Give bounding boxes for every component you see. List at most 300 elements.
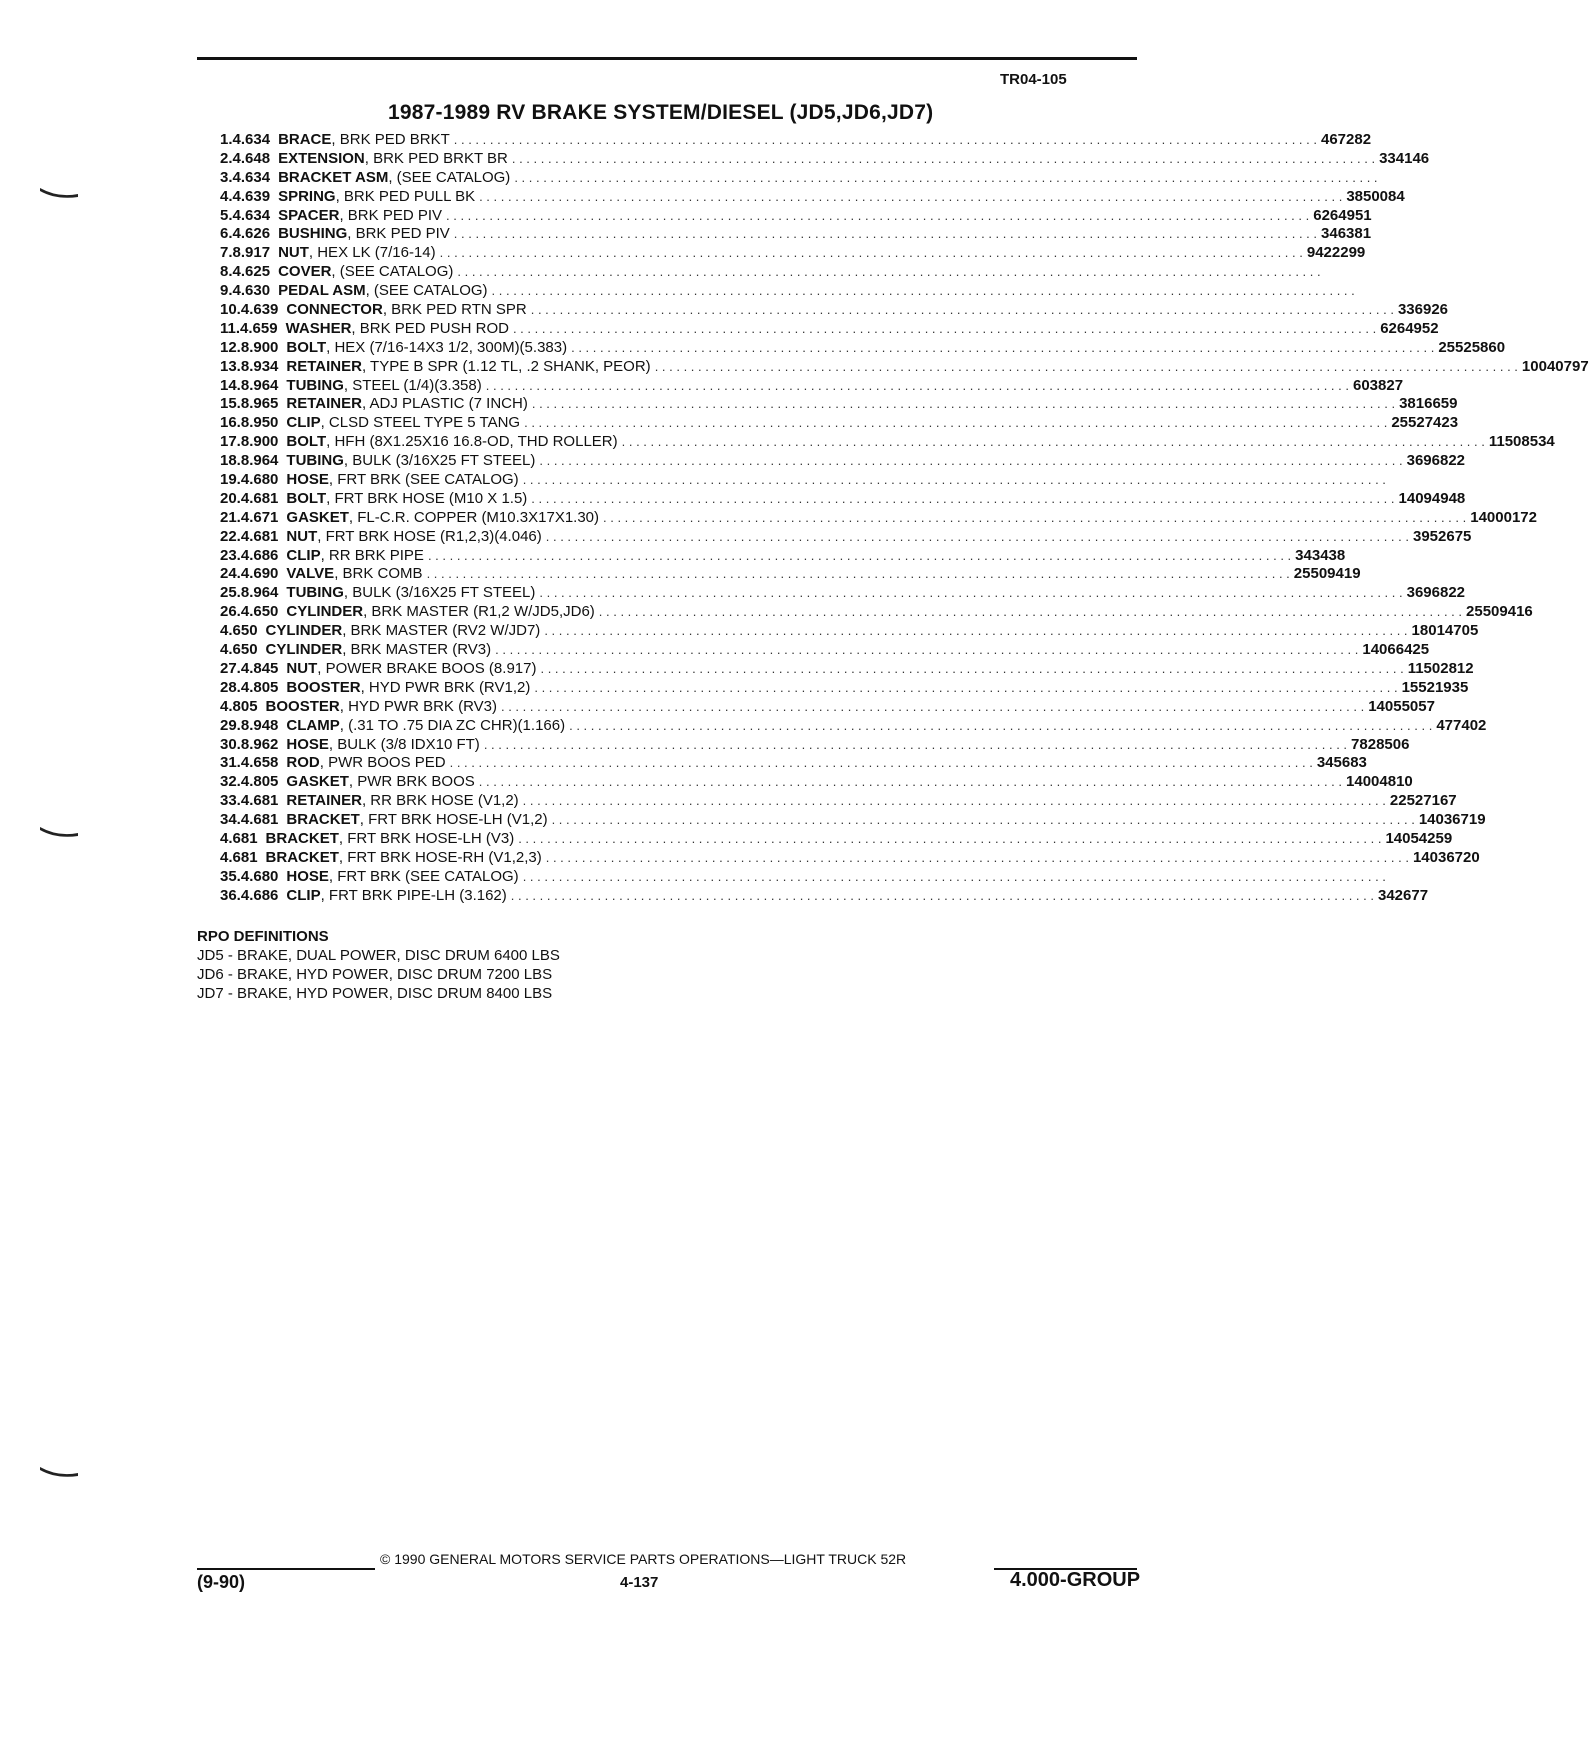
part-name: HOSE: [286, 735, 329, 753]
part-detail: , BRK MASTER (RV3): [342, 641, 492, 659]
part-row: [220, 489, 1466, 509]
item-number: 18.: [220, 452, 241, 470]
copyright-notice: © 1990 GENERAL MOTORS SERVICE PARTS OPERATIONS—LIGHT TRUCK 52R: [380, 1551, 907, 1567]
part-number: 7828506: [1351, 735, 1410, 753]
item-number: 13.: [220, 357, 241, 375]
part-description: [278, 207, 442, 226]
part-description: [278, 282, 487, 301]
part-description: [278, 150, 508, 169]
section-number: 4.650: [240, 603, 279, 621]
part-number: 25527423: [1391, 414, 1459, 432]
part-number: 3850084: [1346, 187, 1405, 205]
part-row: [220, 565, 1361, 584]
item-number: 24.: [220, 565, 241, 583]
section-number: 4.648: [232, 149, 271, 167]
part-name: CYLINDER: [265, 641, 343, 659]
part-description: [286, 377, 481, 396]
item-number: 12.: [220, 338, 241, 356]
part-number: 11508534: [1488, 433, 1555, 451]
part-description: [266, 622, 541, 641]
part-name: BUSHING: [278, 225, 348, 243]
part-row: [220, 754, 1367, 773]
part-row: [220, 811, 1486, 830]
section-number: 4.686: [240, 886, 279, 904]
part-detail: , HFH (8X1.25X16 16.8-OD, THD ROLLER): [326, 433, 618, 451]
part-detail: , FRT BRK (SEE CATALOG): [328, 471, 519, 489]
item-number: 17.: [220, 433, 241, 451]
section-number: 4.625: [232, 263, 271, 281]
part-name: VALVE: [286, 565, 335, 583]
part-description: [286, 528, 541, 547]
part-row: [220, 131, 1372, 150]
part-row: [220, 187, 1405, 207]
part-name: NUT: [278, 244, 309, 262]
part-name: TUBING: [286, 584, 344, 602]
part-number: 3952675: [1413, 527, 1472, 545]
leader-dots: . . . . . . . . . . . . . . . . . . . . . . . . . . . . . . . . . . . . . . . . . . . . . . . . . . . . . . . . . . . . . . . . . . . . . . . . . . . . . . . . . . . . . . . . . . . . . . . . . . . . . . . . . . . . . . . . . . . . . . . .: [544, 623, 1408, 639]
part-detail: , CLSD STEEL TYPE 5 TANG: [320, 414, 521, 432]
part-number: 15521935: [1401, 678, 1469, 696]
part-detail: , HEX (7/16-14X3 1/2, 300M)(5.383): [326, 338, 568, 356]
part-name: GASKET: [286, 773, 349, 791]
part-name: BOOSTER: [265, 697, 340, 715]
leader-dots: . . . . . . . . . . . . . . . . . . . . . . . . . . . . . . . . . . . . . . . . . . . . . . . . . . . . . . . . . . . . . . . . . . . . . . . . . . . . . . . . . . . . . . . . . . . . . . . . . . . . . . . . . . . . . . . . . . . . . . . .: [500, 698, 1365, 714]
part-description: [278, 131, 450, 150]
part-number: 25525860: [1438, 338, 1506, 356]
part-description: [266, 830, 515, 849]
part-name: COVER: [278, 263, 332, 281]
part-name: BOOSTER: [286, 678, 361, 696]
item-number: 33.: [220, 792, 241, 810]
item-number: 20.: [220, 489, 241, 507]
part-name: WASHER: [285, 319, 352, 337]
section-number: 4.681: [240, 792, 279, 810]
section-number: 4.630: [232, 282, 271, 300]
item-number: 10.: [220, 301, 241, 319]
leader-dots: . . . . . . . . . . . . . . . . . . . . . . . . . . . . . . . . . . . . . . . . . . . . . . . . . . . . . . . . . . . . . . . . . . . . . . . . . . . . . . . . . . . . . . . . . . . . . . . . . . . . . . . . . . . . . . . . . . . . . . . .: [511, 150, 1376, 166]
part-detail: , FRT BRK PIPE-LH (3.162): [320, 886, 507, 904]
part-number: 477402: [1436, 716, 1487, 734]
footer-date: (9-90): [197, 1572, 246, 1592]
part-description: [286, 509, 599, 528]
part-number: 603827: [1352, 376, 1404, 394]
part-row: [220, 527, 1472, 547]
leader-dots: . . . . . . . . . . . . . . . . . . . . . . . . . . . . . . . . . . . . . . . . . . . . . . . . . . . . . . . . . . . . . . . . . . . . . . . . . . . . . . . . . . . . . . . . . . . . . . . . . . . . . . . . . . . . . . . . . . . . . . . .: [491, 283, 1355, 299]
section-number: 4.690: [240, 565, 279, 583]
part-row: [220, 508, 1537, 528]
section-number: 4.681: [220, 848, 258, 866]
part-description: [286, 301, 526, 320]
section-number: 4.634: [232, 131, 271, 148]
part-detail: , FRT BRK HOSE-LH (V3): [338, 829, 515, 847]
part-row: [220, 735, 1410, 755]
section-number: 4.805: [240, 678, 279, 696]
part-detail: , TYPE B SPR (1.12 TL, .2 SHANK, PEOR): [361, 357, 651, 375]
part-row: [220, 716, 1487, 736]
part-detail: , FRT BRK HOSE-LH (V1,2): [359, 811, 548, 829]
leader-dots: . . . . . . . . . . . . . . . . . . . . . . . . . . . . . . . . . . . . . . . . . . . . . . . . . . . . . . . . . . . . . . . . . . . . . . . . . . . . . . . . . . . . . . . . . . . . . . . . . . . . . . . . . . . . . . . . . . . . . . . .: [534, 679, 1398, 695]
leader-dots: . . . . . . . . . . . . . . . . . . . . . . . . . . . . . . . . . . . . . . . . . . . . . . . . . . . . . . . . . . . . . . . . . . . . . . . . . . . . . . . . . . . . . . . . . . . . . . . . . . . . . . . . . . . . . . . . . . . . . . . .: [518, 830, 1382, 846]
part-description: [286, 679, 530, 698]
part-number: 334146: [1379, 149, 1430, 167]
part-description: [278, 225, 450, 244]
leader-dots: . . . . . . . . . . . . . . . . . . . . . . . . . . . . . . . . . . . . . . . . . . . . . . . . . . . . . . . . . . . . . . . . . . . . . . . . . . . . . . . . . . . . . . . . . . . . . . . . . . . . . . . . . . . . . . . . . . . . . . . .: [453, 226, 1318, 242]
section-number: 8.962: [240, 735, 279, 753]
part-row: [220, 659, 1474, 679]
item-number: 26.: [220, 603, 241, 621]
leader-dots: . . . . . . . . . . . . . . . . . . . . . . . . . . . . . . . . . . . . . . . . . . . . . . . . . . . . . . . . . . . . . . . . . . . . . . . . . . . . . . . . . . . . . . . . . . . . . . . . . . . . . . . . . . . . . . . . . . . . . . . .: [457, 264, 1321, 280]
part-detail: , BRK PED RTN SPR: [382, 301, 527, 319]
item-number: 11.: [220, 319, 241, 337]
rpo-definitions: [197, 927, 560, 1003]
item-number: 16.: [220, 414, 241, 432]
leader-dots: . . . . . . . . . . . . . . . . . . . . . . . . . . . . . . . . . . . . . . . . . . . . . . . . . . . . . . . . . . . . . . . . . . . . . . . . . . . . . . . . . . . . . . . . . . . . . . . . . . . . . . . . . . . . . . . . . . . . . . . .: [522, 472, 1386, 488]
section-number: 4.681: [220, 829, 258, 847]
part-description: [278, 169, 510, 188]
part-name: BOLT: [286, 433, 327, 451]
section-number: 4.650: [220, 641, 258, 659]
header-rule: [197, 57, 1137, 60]
part-row: [220, 301, 1449, 320]
item-number: 21.: [220, 508, 241, 526]
part-detail: , HEX LK (7/16-14): [308, 244, 436, 262]
leader-dots: . . . . . . . . . . . . . . . . . . . . . . . . . . . . . . . . . . . . . . . . . . . . . . . . . . . . . . . . . . . . . . . . . . . . . . . . . . . . . . . . . . . . . . . . . . . . . . . . . . . . . . . . . . . . . . . . . . . . . . . .: [603, 509, 1467, 525]
part-description: [286, 452, 535, 471]
leader-dots: . . . . . . . . . . . . . . . . . . . . . . . . . . . . . . . . . . . . . . . . . . . . . . . . . . . . . . . . . . . . . . . . . . . . . . . . . . . . . . . . . . . . . . . . . . . . . . . . . . . . . . . . . . . . . . . . . . . . . . . .: [478, 774, 1343, 790]
part-number: 3696822: [1406, 452, 1466, 470]
part-number: 14094948: [1398, 489, 1466, 507]
part-detail: , RR BRK PIPE: [320, 546, 424, 564]
leader-dots: . . . . . . . . . . . . . . . . . . . . . . . . . . . . . . . . . . . . . . . . . . . . . . . . . . . . . . . . . . . . . . . . . . . . . . . . . . . . . . . . . . . . . . . . . . . . . . . . . . . . . . . . . . . . . . . . . . . . . . . .: [569, 717, 1433, 733]
section-number: 4.639: [232, 187, 271, 205]
item-number: 35.: [220, 867, 241, 885]
part-number: 14000172: [1470, 508, 1537, 526]
part-name: BOLT: [286, 338, 327, 356]
part-detail: , RR BRK HOSE (V1,2): [361, 792, 519, 810]
leader-dots: . . . . . . . . . . . . . . . . . . . . . . . . . . . . . . . . . . . . . . . . . . . . . . . . . . . . . . . . . . . . . . . . . . . . . . . . . . . . . . . . . . . . . . . . . . . . . . . . . . . . . . . . . . . . . . . . . . . . . . . .: [540, 660, 1404, 676]
item-number: 1.: [220, 131, 233, 148]
item-number: 6.: [220, 225, 233, 243]
part-number: 14054259: [1385, 829, 1453, 847]
part-row: [220, 225, 1372, 244]
item-number: 2.: [220, 149, 233, 167]
leader-dots: . . . . . . . . . . . . . . . . . . . . . . . . . . . . . . . . . . . . . . . . . . . . . . . . . . . . . . . . . . . . . . . . . . . . . . . . . . . . . . . . . . . . . . . . . . . . . . . . . . . . . . . . . . . . . . . . . . . . . . . .: [514, 169, 1378, 185]
part-row: [220, 848, 1480, 868]
rpo-item: JD7 - BRAKE, HYD POWER, DISC DRUM 8400 LBS: [197, 985, 553, 1002]
section-number: 4.680: [240, 471, 279, 489]
part-row: [220, 886, 1429, 906]
part-name: BRACKET: [265, 829, 339, 847]
part-name: ROD: [286, 754, 320, 772]
section-number: 4.805: [240, 773, 279, 791]
part-name: BRACE: [278, 131, 332, 148]
part-number: 14004810: [1346, 773, 1413, 791]
part-number: 25509419: [1293, 565, 1361, 583]
part-row: [220, 206, 1372, 226]
part-description: [286, 603, 594, 622]
part-name: BRACKET: [286, 811, 360, 829]
part-description: [286, 887, 506, 906]
part-number: 3696822: [1406, 584, 1466, 602]
part-detail: , FL-C.R. COPPER (M10.3X17X1.30): [348, 508, 600, 526]
part-name: EXTENSION: [278, 149, 365, 167]
part-row: [220, 678, 1469, 698]
part-row: [220, 414, 1459, 433]
part-detail: , (.31 TO .75 DIA ZC CHR)(1.166): [339, 716, 566, 734]
part-name: NUT: [286, 527, 318, 545]
item-number: 4.: [220, 187, 233, 205]
section-number: 8.950: [240, 414, 279, 432]
part-detail: , PWR BRK BOOS: [348, 773, 475, 791]
section-number: 8.948: [240, 716, 279, 734]
part-name: HOSE: [286, 471, 329, 489]
leader-dots: . . . . . . . . . . . . . . . . . . . . . . . . . . . . . . . . . . . . . . . . . . . . . . . . . . . . . . . . . . . . . . . . . . . . . . . . . . . . . . . . . . . . . . . . . . . . . . . . . . . . . . . . . . . . . . . . . . . . . . . .: [531, 490, 1395, 506]
section-number: 4.681: [240, 811, 279, 829]
leader-dots: . . . . . . . . . . . . . . . . . . . . . . . . . . . . . . . . . . . . . . . . . . . . . . . . . . . . . . . . . . . . . . . . . . . . . . . . . . . . . . . . . . . . . . . . . . . . . . . . . . . . . . . . . . . . . . . . . . . . . . . .: [512, 320, 1377, 336]
leader-dots: . . . . . . . . . . . . . . . . . . . . . . . . . . . . . . . . . . . . . . . . . . . . . . . . . . . . . . . . . . . . . . . . . . . . . . . . . . . . . . . . . . . . . . . . . . . . . . . . . . . . . . . . . . . . . . . . . . . . . . . .: [446, 207, 1310, 223]
part-row: [220, 263, 1321, 282]
part-detail: , BRK PED PUSH ROD: [351, 319, 509, 337]
part-detail: , FRT BRK (SEE CATALOG): [328, 867, 519, 885]
parts-list: [220, 131, 1589, 906]
leader-dots: . . . . . . . . . . . . . . . . . . . . . . . . . . . . . . . . . . . . . . . . . . . . . . . . . . . . . . . . . . . . . . . . . . . . . . . . . . . . . . . . . . . . . . . . . . . . . . . . . . . . . . . . . . . . . . . . . . . . . . . .: [427, 547, 1292, 563]
part-name: NUT: [286, 659, 318, 677]
part-description: [286, 547, 424, 566]
part-number: 14036720: [1412, 848, 1480, 866]
part-description: [266, 698, 497, 717]
part-description: [286, 339, 567, 358]
part-number: 14036719: [1418, 811, 1486, 829]
part-number: 11502812: [1407, 659, 1474, 677]
part-number: 25509416: [1466, 603, 1533, 621]
part-detail: , FRT BRK HOSE-RH (V1,2,3): [338, 848, 542, 866]
part-name: CONNECTOR: [286, 301, 383, 319]
item-number: 32.: [220, 773, 241, 791]
part-detail: , BRK MASTER (R1,2 W/JD5,JD6): [363, 603, 595, 621]
item-number: 5.: [220, 206, 233, 224]
part-row: [220, 376, 1404, 396]
part-detail: , FRT BRK HOSE (R1,2,3)(4.046): [317, 527, 542, 545]
part-number: 345683: [1316, 754, 1367, 772]
part-description: [286, 320, 509, 339]
page-number: 4-137: [620, 1574, 659, 1591]
leader-dots: . . . . . . . . . . . . . . . . . . . . . . . . . . . . . . . . . . . . . . . . . . . . . . . . . . . . . . . . . . . . . . . . . . . . . . . . . . . . . . . . . . . . . . . . . . . . . . . . . . . . . . . . . . . . . . . . . . . . . . . .: [598, 604, 1463, 620]
part-row: [220, 546, 1346, 566]
leader-dots: . . . . . . . . . . . . . . . . . . . . . . . . . . . . . . . . . . . . . . . . . . . . . . . . . . . . . . . . . . . . . . . . . . . . . . . . . . . . . . . . . . . . . . . . . . . . . . . . . . . . . . . . . . . . . . . . . . . . . . . .: [551, 812, 1415, 828]
leader-dots: . . . . . . . . . . . . . . . . . . . . . . . . . . . . . . . . . . . . . . . . . . . . . . . . . . . . . . . . . . . . . . . . . . . . . . . . . . . . . . . . . . . . . . . . . . . . . . . . . . . . . . . . . . . . . . . . . . . . . . . .: [539, 453, 1403, 469]
part-description: [286, 754, 445, 773]
part-description: [266, 849, 542, 868]
leader-dots: . . . . . . . . . . . . . . . . . . . . . . . . . . . . . . . . . . . . . . . . . . . . . . . . . . . . . . . . . . . . . . . . . . . . . . . . . . . . . . . . . . . . . . . . . . . . . . . . . . . . . . . . . . . . . . . . . . . . . . . .: [571, 339, 1435, 355]
section-number: 4.681: [240, 489, 279, 507]
document-code: TR04-105: [1000, 71, 1067, 88]
part-description: [286, 811, 547, 830]
section-number: 8.934: [240, 357, 279, 375]
part-detail: , (SEE CATALOG): [365, 282, 488, 300]
item-number: 23.: [220, 546, 241, 564]
part-number: 336926: [1397, 301, 1449, 319]
punch-hole-mark: [38, 825, 80, 837]
item-number: 28.: [220, 678, 241, 696]
section-number: 4.671: [240, 508, 279, 526]
part-row: [220, 395, 1458, 414]
item-number: 15.: [220, 395, 241, 413]
part-detail: , BRK PED BRKT: [331, 131, 450, 148]
leader-dots: . . . . . . . . . . . . . . . . . . . . . . . . . . . . . . . . . . . . . . . . . . . . . . . . . . . . . . . . . . . . . . . . . . . . . . . . . . . . . . . . . . . . . . . . . . . . . . . . . . . . . . . . . . . . . . . . . . . . . . . .: [510, 887, 1374, 903]
item-number: 34.: [220, 811, 241, 829]
item-number: 7.: [220, 244, 233, 262]
section-number: 8.964: [240, 584, 279, 602]
leader-dots: . . . . . . . . . . . . . . . . . . . . . . . . . . . . . . . . . . . . . . . . . . . . . . . . . . . . . . . . . . . . . . . . . . . . . . . . . . . . . . . . . . . . . . . . . . . . . . . . . . . . . . . . . . . . . . . . . . . . . . . .: [439, 245, 1303, 261]
item-number: 8.: [220, 263, 233, 281]
part-row: [220, 867, 1386, 887]
part-row: [220, 452, 1466, 471]
item-number: 31.: [220, 754, 241, 772]
section-number: 8.965: [240, 395, 279, 413]
part-number: 9422299: [1306, 244, 1366, 262]
part-detail: , BRK PED PIV: [339, 206, 443, 224]
part-row: [220, 319, 1439, 339]
page-title: 1987-1989 RV BRAKE SYSTEM/DIESEL (JD5,JD6,JD7): [388, 101, 934, 124]
part-number: 346381: [1321, 225, 1372, 243]
part-name: HOSE: [286, 867, 329, 885]
part-description: [286, 868, 518, 887]
part-description: [286, 490, 527, 509]
rpo-item: JD5 - BRAKE, DUAL POWER, DISC DRUM 6400 LBS: [197, 947, 560, 964]
part-row: [220, 622, 1479, 641]
section-number: 8.917: [232, 244, 271, 262]
part-name: BOLT: [286, 489, 327, 507]
part-name: CLIP: [286, 414, 321, 432]
part-detail: , BULK (3/16X25 FT STEEL): [343, 584, 536, 602]
part-detail: , PWR BOOS PED: [319, 754, 446, 772]
part-number: 467282: [1321, 131, 1372, 148]
part-row: [220, 697, 1435, 717]
part-name: TUBING: [286, 452, 344, 470]
part-description: [286, 717, 565, 736]
section-number: 4.659: [240, 319, 278, 337]
part-detail: , BRK MASTER (RV2 W/JD7): [342, 622, 541, 640]
part-description: [266, 641, 492, 660]
part-row: [220, 792, 1457, 811]
section-number: 4.634: [232, 168, 271, 186]
punch-hole-mark: [38, 1465, 80, 1477]
part-name: PEDAL ASM: [278, 282, 366, 300]
leader-dots: . . . . . . . . . . . . . . . . . . . . . . . . . . . . . . . . . . . . . . . . . . . . . . . . . . . . . . . . . . . . . . . . . . . . . . . . . . . . . . . . . . . . . . . . . . . . . . . . . . . . . . . . . . . . . . . . . . . . . . . .: [479, 188, 1343, 204]
punch-hole-mark: [38, 186, 80, 198]
item-number: 27.: [220, 659, 241, 677]
part-row: [220, 641, 1430, 660]
part-name: TUBING: [286, 376, 344, 394]
part-name: CYLINDER: [286, 603, 364, 621]
part-row: [220, 149, 1430, 169]
part-number: 14055057: [1368, 697, 1435, 715]
part-row: [220, 168, 1378, 188]
leader-dots: . . . . . . . . . . . . . . . . . . . . . . . . . . . . . . . . . . . . . . . . . . . . . . . . . . . . . . . . . . . . . . . . . . . . . . . . . . . . . . . . . . . . . . . . . . . . . . . . . . . . . . . . . . . . . . . . . . . . . . . .: [426, 566, 1290, 582]
leader-dots: . . . . . . . . . . . . . . . . . . . . . . . . . . . . . . . . . . . . . . . . . . . . . . . . . . . . . . . . . . . . . . . . . . . . . . . . . . . . . . . . . . . . . . . . . . . . . . . . . . . . . . . . . . . . . . . . . . . . . . . .: [545, 849, 1409, 865]
part-number: 18014705: [1411, 622, 1479, 640]
leader-dots: . . . . . . . . . . . . . . . . . . . . . . . . . . . . . . . . . . . . . . . . . . . . . . . . . . . . . . . . . . . . . . . . . . . . . . . . . . . . . . . . . . . . . . . . . . . . . . . . . . . . . . . . . . . . . . . . . . . . . . . .: [524, 415, 1388, 431]
part-detail: , (SEE CATALOG): [331, 263, 454, 281]
part-number: 10040797: [1521, 357, 1589, 375]
item-number: 22.: [220, 527, 241, 545]
item-number: 36.: [220, 886, 241, 904]
part-name: BRACKET: [265, 848, 339, 866]
part-row: [220, 244, 1366, 263]
part-description: [286, 584, 535, 603]
item-number: 9.: [220, 282, 233, 300]
part-description: [286, 736, 479, 755]
part-name: CYLINDER: [265, 622, 343, 640]
section-number: 8.964: [240, 452, 279, 470]
section-number: 8.900: [240, 338, 279, 356]
part-description: [286, 395, 527, 414]
part-number: 342677: [1378, 886, 1429, 904]
part-detail: , STEEL (1/4)(3.358): [343, 376, 482, 394]
part-name: RETAINER: [286, 792, 362, 810]
section-number: 4.680: [240, 867, 279, 885]
part-number: 6264951: [1313, 206, 1372, 224]
part-description: [286, 773, 474, 792]
section-number: 4.639: [240, 301, 279, 319]
leader-dots: . . . . . . . . . . . . . . . . . . . . . . . . . . . . . . . . . . . . . . . . . . . . . . . . . . . . . . . . . . . . . . . . . . . . . . . . . . . . . . . . . . . . . . . . . . . . . . . . . . . . . . . . . . . . . . . . . . . . . . . .: [495, 642, 1359, 658]
item-number: 3.: [220, 168, 233, 186]
section-number: 4.845: [240, 659, 279, 677]
leader-dots: . . . . . . . . . . . . . . . . . . . . . . . . . . . . . . . . . . . . . . . . . . . . . . . . . . . . . . . . . . . . . . . . . . . . . . . . . . . . . . . . . . . . . . . . . . . . . . . . . . . . . . . . . . . . . . . . . . . . . . . .: [621, 434, 1485, 450]
part-name: RETAINER: [286, 357, 362, 375]
part-row: [220, 282, 1355, 301]
part-detail: , BRK PED PULL BK: [335, 187, 476, 205]
part-description: [286, 565, 422, 584]
part-detail: , HYD PWR BRK (RV1,2): [360, 678, 531, 696]
leader-dots: . . . . . . . . . . . . . . . . . . . . . . . . . . . . . . . . . . . . . . . . . . . . . . . . . . . . . . . . . . . . . . . . . . . . . . . . . . . . . . . . . . . . . . . . . . . . . . . . . . . . . . . . . . . . . . . . . . . . . . . .: [530, 302, 1394, 318]
part-row: [220, 357, 1589, 377]
footer-rule-left: [197, 1568, 375, 1570]
rpo-heading: RPO DEFINITIONS: [197, 928, 329, 945]
leader-dots: . . . . . . . . . . . . . . . . . . . . . . . . . . . . . . . . . . . . . . . . . . . . . . . . . . . . . . . . . . . . . . . . . . . . . . . . . . . . . . . . . . . . . . . . . . . . . . . . . . . . . . . . . . . . . . . . . . . . . . . .: [483, 736, 1348, 752]
leader-dots: . . . . . . . . . . . . . . . . . . . . . . . . . . . . . . . . . . . . . . . . . . . . . . . . . . . . . . . . . . . . . . . . . . . . . . . . . . . . . . . . . . . . . . . . . . . . . . . . . . . . . . . . . . . . . . . . . . . . . . . .: [545, 528, 1409, 544]
part-row: [220, 584, 1466, 603]
part-detail: , BRK PED PIV: [347, 225, 450, 243]
part-description: [278, 244, 436, 263]
item-number: 14.: [220, 376, 241, 394]
part-detail: , POWER BRAKE BOOS (8.917): [317, 659, 537, 677]
leader-dots: . . . . . . . . . . . . . . . . . . . . . . . . . . . . . . . . . . . . . . . . . . . . . . . . . . . . . . . . . . . . . . . . . . . . . . . . . . . . . . . . . . . . . . . . . . . . . . . . . . . . . . . . . . . . . . . . . . . . . . . .: [522, 793, 1386, 809]
part-name: BRACKET ASM: [278, 168, 389, 186]
section-number: 4.634: [232, 206, 271, 224]
part-row: [220, 829, 1453, 849]
leader-dots: . . . . . . . . . . . . . . . . . . . . . . . . . . . . . . . . . . . . . . . . . . . . . . . . . . . . . . . . . . . . . . . . . . . . . . . . . . . . . . . . . . . . . . . . . . . . . . . . . . . . . . . . . . . . . . . . . . . . . . . .: [449, 755, 1313, 771]
part-name: SPRING: [278, 187, 336, 205]
part-detail: , ADJ PLASTIC (7 INCH): [361, 395, 528, 413]
part-number: 343438: [1295, 546, 1346, 564]
section-number: 8.964: [240, 376, 279, 394]
leader-dots: . . . . . . . . . . . . . . . . . . . . . . . . . . . . . . . . . . . . . . . . . . . . . . . . . . . . . . . . . . . . . . . . . . . . . . . . . . . . . . . . . . . . . . . . . . . . . . . . . . . . . . . . . . . . . . . . . . . . . . . .: [539, 585, 1403, 601]
section-number: 8.900: [240, 433, 279, 451]
part-name: SPACER: [278, 206, 340, 224]
leader-dots: . . . . . . . . . . . . . . . . . . . . . . . . . . . . . . . . . . . . . . . . . . . . . . . . . . . . . . . . . . . . . . . . . . . . . . . . . . . . . . . . . . . . . . . . . . . . . . . . . . . . . . . . . . . . . . . . . . . . . . . .: [453, 132, 1317, 147]
part-row: [220, 471, 1386, 490]
part-detail: , BULK (3/8 IDX10 FT): [328, 735, 480, 753]
part-name: CLIP: [286, 886, 321, 904]
part-name: RETAINER: [286, 395, 362, 413]
part-name: CLIP: [286, 546, 321, 564]
part-description: [286, 792, 518, 811]
group-label: 4.000-GROUP: [1010, 1569, 1141, 1591]
part-detail: , HYD PWR BRK (RV3): [339, 697, 497, 715]
part-number: 6264952: [1380, 319, 1439, 337]
rpo-item: JD6 - BRAKE, HYD POWER, DISC DRUM 7200 LBS: [197, 966, 553, 983]
